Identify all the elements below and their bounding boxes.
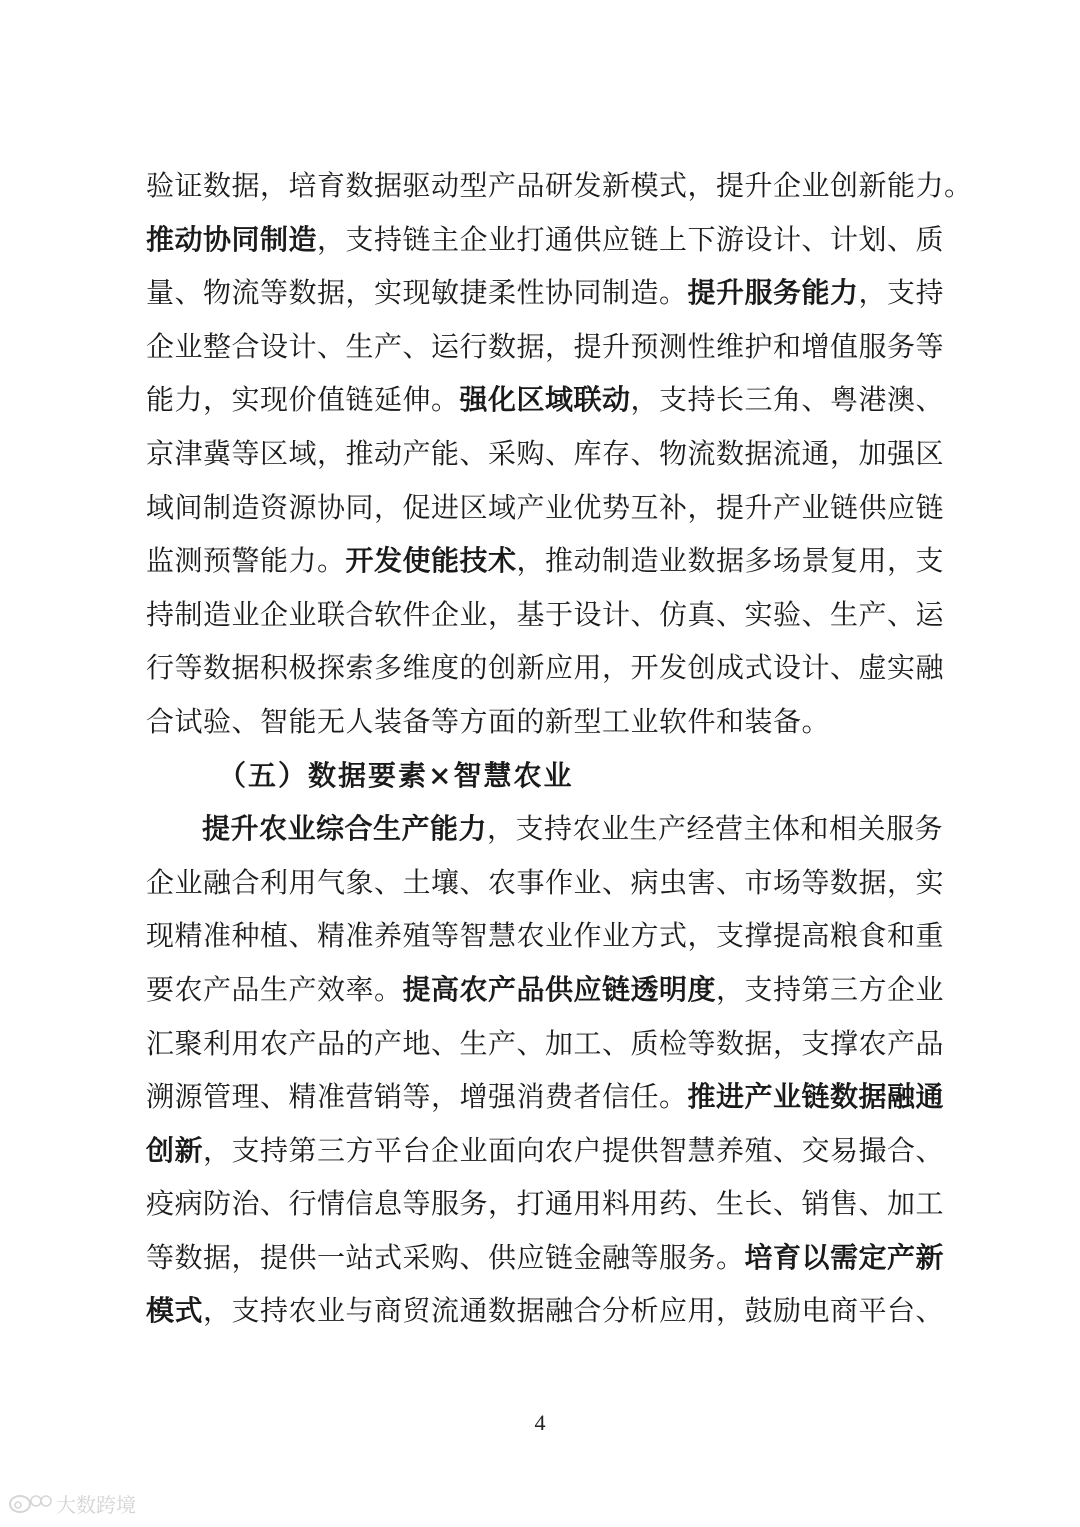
text-run: ，支持第三方平台企业面向农户提供智慧养殖、交易撮合、 bbox=[203, 1133, 945, 1167]
text-line bbox=[146, 802, 944, 856]
text-line bbox=[146, 373, 945, 427]
text-run: 企业整合设计、生产、运行数据，提升预测性维护和增值服务等 bbox=[146, 329, 945, 363]
text-run: 要农产品生产效率。 bbox=[146, 972, 403, 1006]
body-text bbox=[146, 159, 973, 1338]
bold-keyword: 推进产业链数据融通 bbox=[687, 1080, 945, 1114]
text-line bbox=[146, 1017, 945, 1071]
text-run: 企业融合利用气象、土壤、农事作业、病虫害、市场等数据，实 bbox=[146, 865, 945, 899]
text-line bbox=[146, 963, 945, 1017]
text-run: 合试验、智能无人装备等方面的新型工业软件和装备。 bbox=[146, 704, 831, 738]
text-line bbox=[146, 159, 973, 213]
text-line bbox=[146, 1124, 945, 1178]
section-heading bbox=[146, 749, 936, 803]
watermark-logo-icon bbox=[8, 1491, 52, 1515]
watermark-text: 大数跨境 bbox=[56, 1492, 136, 1517]
text-line bbox=[146, 481, 945, 535]
text-run: 持制造业企业联合软件企业，基于设计、仿真、实验、生产、运 bbox=[146, 597, 945, 631]
bold-keyword: 创新 bbox=[146, 1133, 204, 1167]
text-line bbox=[146, 1284, 945, 1338]
text-line bbox=[146, 1177, 945, 1231]
bold-keyword: 推动协同制造 bbox=[146, 222, 318, 256]
text-line bbox=[146, 695, 936, 749]
bold-keyword: 提高农产品供应链透明度 bbox=[402, 972, 717, 1006]
text-line bbox=[146, 266, 945, 320]
text-run: ，支持长三角、粤港澳、 bbox=[630, 383, 945, 417]
text-run: 能力，实现价值链延伸。 bbox=[146, 383, 460, 417]
text-run: 现精准种植、精准养殖等智慧农业作业方式，支撑提高粮食和重 bbox=[146, 919, 945, 953]
text-line bbox=[146, 856, 945, 910]
bold-keyword: 强化区域联动 bbox=[459, 383, 631, 417]
text-run: ，推动制造业数据多场景复用，支 bbox=[516, 544, 945, 578]
bold-keyword: 培育以需定产新 bbox=[744, 1240, 945, 1274]
text-run: 疫病防治、行情信息等服务，打通用料用药、生长、销售、加工 bbox=[146, 1187, 945, 1221]
text-line bbox=[146, 427, 945, 481]
text-run: 量、物流等数据，实现敏捷柔性协同制造。 bbox=[146, 276, 688, 310]
text-run: 京津冀等区域，推动产能、采购、库存、物流数据流通，加强区 bbox=[146, 436, 945, 470]
text-line bbox=[146, 641, 945, 695]
text-run: ，支持 bbox=[858, 276, 945, 310]
text-run: 等数据，提供一站式采购、供应链金融等服务。 bbox=[146, 1240, 745, 1274]
bold-keyword: 提升农业综合生产能力 bbox=[202, 812, 488, 846]
text-line bbox=[146, 320, 945, 374]
text-line bbox=[146, 1070, 945, 1124]
text-run: 汇聚利用农产品的产地、生产、加工、质检等数据，支撑农产品 bbox=[146, 1026, 945, 1060]
text-run: ，支持农业与商贸流通数据融合分析应用，鼓励电商平台、 bbox=[203, 1294, 945, 1328]
bold-keyword: 开发使能技术 bbox=[345, 544, 517, 578]
text-line bbox=[146, 213, 945, 267]
text-run: ，支持链主企业打通供应链上下游设计、计划、质 bbox=[317, 222, 945, 256]
text-line bbox=[146, 534, 945, 588]
text-run: ，支持第三方企业 bbox=[716, 972, 945, 1006]
text-run: 域间制造资源协同，促进区域产业优势互补，提升产业链供应链 bbox=[146, 490, 945, 524]
page-number: 4 bbox=[534, 1410, 546, 1435]
bold-keyword: 模式 bbox=[146, 1294, 204, 1328]
text-line bbox=[146, 1231, 945, 1285]
bold-keyword: 提升服务能力 bbox=[687, 276, 859, 310]
text-line bbox=[146, 909, 945, 963]
text-line bbox=[146, 588, 945, 642]
text-run: 溯源管理、精准营销等，增强消费者信任。 bbox=[146, 1080, 688, 1114]
text-run: 行等数据积极探索多维度的创新应用，开发创成式设计、虚实融 bbox=[146, 651, 945, 685]
text-run: ，支持农业生产经营主体和相关服务 bbox=[487, 812, 944, 846]
text-run: 验证数据，培育数据驱动型产品研发新模式，提升企业创新能力。 bbox=[146, 169, 973, 202]
bold-keyword: （五）数据要素×智慧农业 bbox=[218, 758, 574, 792]
text-run: 监测预警能力。 bbox=[146, 544, 346, 578]
watermark bbox=[8, 1488, 136, 1518]
